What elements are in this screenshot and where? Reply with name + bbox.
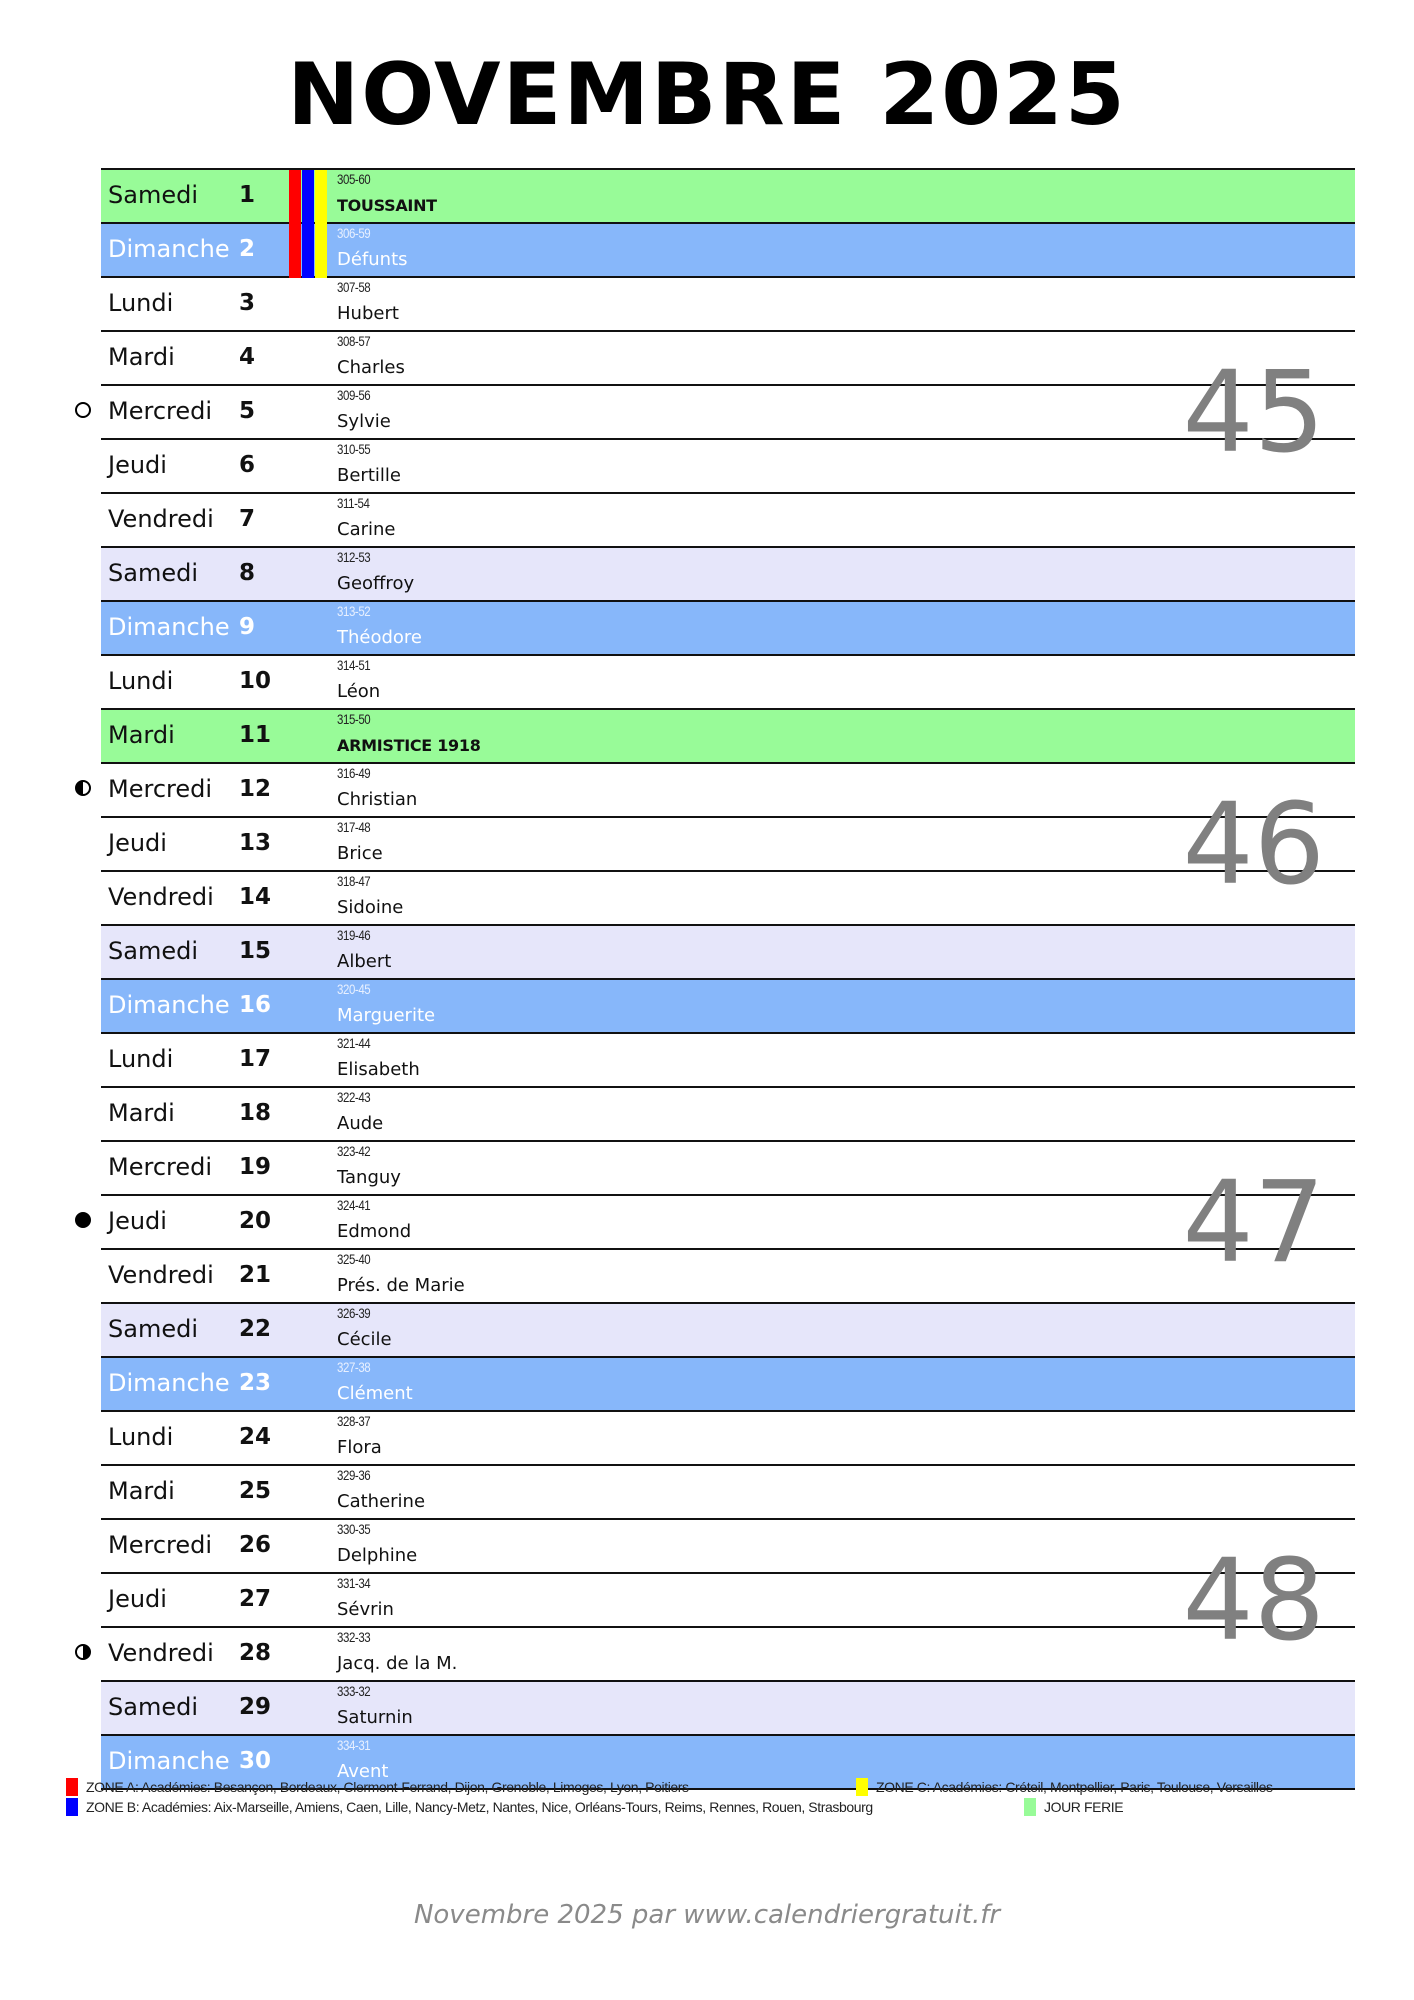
day-number: 29	[239, 1694, 272, 1720]
day-name: Samedi	[108, 1693, 198, 1721]
saint-name: Sévrin	[337, 1599, 394, 1620]
day-number: 4	[239, 344, 256, 370]
day-name: Vendredi	[108, 505, 214, 533]
saint-name: Cécile	[337, 1329, 392, 1350]
day-number: 22	[239, 1316, 272, 1342]
day-of-year-code: 310-55	[337, 441, 371, 457]
day-of-year-code: 326-39	[337, 1305, 371, 1321]
saint-name: Sylvie	[337, 411, 391, 432]
saint-name: Prés. de Marie	[337, 1275, 465, 1296]
saint-name: Charles	[337, 357, 405, 378]
moon-last-icon	[75, 780, 91, 796]
day-row	[101, 818, 1355, 872]
day-of-year-code: 330-35	[337, 1521, 371, 1537]
day-number: 19	[239, 1154, 272, 1180]
day-number: 8	[239, 560, 256, 586]
day-name: Jeudi	[108, 451, 167, 479]
day-row	[101, 332, 1355, 386]
day-number: 18	[239, 1100, 272, 1126]
day-row	[101, 764, 1355, 818]
day-number: 26	[239, 1532, 272, 1558]
day-name: Dimanche	[108, 235, 230, 263]
day-number: 20	[239, 1208, 272, 1234]
day-row	[101, 656, 1355, 710]
saint-name: Flora	[337, 1437, 382, 1458]
day-name: Dimanche	[108, 613, 230, 641]
saint-name: Théodore	[337, 627, 423, 648]
day-number: 3	[239, 290, 256, 316]
day-number: 23	[239, 1370, 272, 1396]
day-of-year-code: 334-31	[337, 1737, 371, 1753]
day-row	[101, 1196, 1355, 1250]
day-row	[101, 1304, 1355, 1358]
day-row	[101, 1250, 1355, 1304]
day-of-year-code: 323-42	[337, 1143, 371, 1159]
day-name: Mardi	[108, 343, 175, 371]
day-name: Samedi	[108, 181, 198, 209]
legend-zone-b-text: ZONE B: Académies: Aix-Marseille, Amiens, Caen, Lille, Nancy-Metz, Nantes, Nice, Orléans-Tours, Reims, Rennes, Rouen, Strasbourg	[86, 1799, 873, 1815]
day-of-year-code: 317-48	[337, 819, 371, 835]
day-row	[101, 926, 1355, 980]
moon-first-icon	[75, 1644, 91, 1660]
saint-name: Delphine	[337, 1545, 418, 1566]
saint-name: Brice	[337, 843, 383, 864]
day-number: 15	[239, 938, 272, 964]
day-number: 1	[239, 182, 256, 208]
saint-name: Clément	[337, 1383, 413, 1404]
day-number: 24	[239, 1424, 272, 1450]
day-of-year-code: 322-43	[337, 1089, 371, 1105]
day-name: Mercredi	[108, 1153, 213, 1181]
day-name: Lundi	[108, 1423, 174, 1451]
day-name: Dimanche	[108, 991, 230, 1019]
day-number: 9	[239, 614, 256, 640]
day-name: Mardi	[108, 1099, 175, 1127]
saint-name: Saturnin	[337, 1707, 413, 1728]
day-of-year-code: 329-36	[337, 1467, 371, 1483]
day-name: Vendredi	[108, 1639, 214, 1667]
zone-a-swatch	[66, 1778, 78, 1796]
saint-name: Christian	[337, 789, 418, 810]
day-of-year-code: 332-33	[337, 1629, 371, 1645]
day-number: 27	[239, 1586, 272, 1612]
day-name: Jeudi	[108, 1585, 167, 1613]
saint-name: Albert	[337, 951, 392, 972]
day-row	[101, 1520, 1355, 1574]
saint-name: Marguerite	[337, 1005, 436, 1026]
day-of-year-code: 318-47	[337, 873, 371, 889]
day-name: Mercredi	[108, 775, 213, 803]
day-name: Dimanche	[108, 1369, 230, 1397]
day-row	[101, 386, 1355, 440]
day-row	[101, 1574, 1355, 1628]
day-number: 17	[239, 1046, 272, 1072]
day-of-year-code: 311-54	[337, 495, 370, 511]
day-name: Samedi	[108, 937, 198, 965]
day-name: Vendredi	[108, 883, 214, 911]
day-number: 12	[239, 776, 272, 802]
day-of-year-code: 324-41	[337, 1197, 371, 1213]
day-number: 25	[239, 1478, 272, 1504]
saint-name: Edmond	[337, 1221, 412, 1242]
legend-zone-c-text: ZONE C: Académies: Créteil, Montpellier, Paris, Toulouse, Versailles	[876, 1779, 1273, 1795]
day-of-year-code: 312-53	[337, 549, 371, 565]
zone-a-holiday-bar	[289, 170, 301, 278]
day-row	[101, 1034, 1355, 1088]
day-name: Samedi	[108, 559, 198, 587]
day-of-year-code: 331-34	[337, 1575, 371, 1591]
saint-name: Tanguy	[337, 1167, 401, 1188]
calendar-table	[101, 168, 1355, 1790]
day-of-year-code: 319-46	[337, 927, 371, 943]
day-row	[101, 1628, 1355, 1682]
day-name: Jeudi	[108, 829, 167, 857]
week-number: 45	[1182, 348, 1325, 478]
legend	[66, 1777, 1366, 1825]
day-of-year-code: 314-51	[337, 657, 371, 673]
school-holiday-bars	[289, 170, 329, 278]
saint-name: Carine	[337, 519, 396, 540]
day-row	[101, 710, 1355, 764]
day-name: Mardi	[108, 721, 175, 749]
saint-name: Geoffroy	[337, 573, 415, 594]
day-of-year-code: 325-40	[337, 1251, 371, 1267]
day-name: Vendredi	[108, 1261, 214, 1289]
day-row	[101, 548, 1355, 602]
day-number: 7	[239, 506, 256, 532]
saint-name: TOUSSAINT	[337, 196, 437, 215]
zone-c-holiday-bar	[315, 170, 327, 278]
day-name: Lundi	[108, 667, 174, 695]
legend-zone-a-text: ZONE A: Académies: Besançon, Bordeaux, Clermont-Ferrand, Dijon, Grenoble, Limoges, Lyon, Poitiers	[86, 1779, 689, 1795]
saint-name: Sidoine	[337, 897, 404, 918]
saint-name: Bertille	[337, 465, 401, 486]
day-row	[101, 1466, 1355, 1520]
day-row	[101, 278, 1355, 332]
saint-name: Avent	[337, 1761, 389, 1782]
day-row	[101, 602, 1355, 656]
day-of-year-code: 333-32	[337, 1683, 371, 1699]
day-row	[101, 1682, 1355, 1736]
day-name: Mercredi	[108, 397, 213, 425]
day-of-year-code: 328-37	[337, 1413, 371, 1429]
day-number: 2	[239, 236, 256, 262]
moon-new-icon	[75, 1212, 91, 1228]
day-of-year-code: 305-60	[337, 171, 371, 187]
saint-name: Jacq. de la M.	[337, 1653, 458, 1674]
day-of-year-code: 327-38	[337, 1359, 371, 1375]
week-number: 46	[1182, 780, 1325, 910]
day-name: Mardi	[108, 1477, 175, 1505]
day-of-year-code: 308-57	[337, 333, 371, 349]
day-of-year-code: 315-50	[337, 711, 371, 727]
saint-name: ARMISTICE 1918	[337, 736, 481, 755]
day-number: 13	[239, 830, 272, 856]
day-number: 10	[239, 668, 272, 694]
day-row	[101, 980, 1355, 1034]
saint-name: Léon	[337, 681, 381, 702]
saint-name: Défunts	[337, 249, 408, 270]
day-number: 14	[239, 884, 272, 910]
day-number: 6	[239, 452, 256, 478]
day-of-year-code: 320-45	[337, 981, 371, 997]
day-row	[101, 440, 1355, 494]
day-row	[101, 494, 1355, 548]
day-name: Lundi	[108, 1045, 174, 1073]
day-number: 11	[239, 722, 272, 748]
day-number: 30	[239, 1748, 272, 1774]
day-of-year-code: 309-56	[337, 387, 371, 403]
week-number: 48	[1182, 1536, 1325, 1666]
day-row	[101, 1142, 1355, 1196]
saint-name: Catherine	[337, 1491, 426, 1512]
day-name: Mercredi	[108, 1531, 213, 1559]
day-row	[101, 1358, 1355, 1412]
day-row	[101, 1088, 1355, 1142]
day-rows	[101, 170, 1355, 1790]
zone-c-swatch	[856, 1778, 868, 1796]
day-number: 28	[239, 1640, 272, 1666]
footer-credit: Novembre 2025 par www.calendriergratuit.fr	[413, 1900, 1001, 1930]
day-row	[101, 1412, 1355, 1466]
legend-ferie-text: JOUR FERIE	[1044, 1799, 1124, 1815]
moon-full-icon	[75, 402, 91, 418]
saint-name: Aude	[337, 1113, 384, 1134]
day-of-year-code: 307-58	[337, 279, 371, 295]
ferie-swatch	[1024, 1798, 1036, 1816]
day-number: 16	[239, 992, 272, 1018]
saint-name: Hubert	[337, 303, 399, 324]
zone-b-swatch	[66, 1798, 78, 1816]
day-of-year-code: 313-52	[337, 603, 371, 619]
page-title: NOVEMBRE 2025	[287, 45, 1127, 145]
day-of-year-code: 306-59	[337, 225, 371, 241]
day-name: Lundi	[108, 289, 174, 317]
day-of-year-code: 321-44	[337, 1035, 371, 1051]
saint-name: Elisabeth	[337, 1059, 420, 1080]
day-number: 5	[239, 398, 256, 424]
day-row	[101, 872, 1355, 926]
day-of-year-code: 316-49	[337, 765, 371, 781]
day-name: Dimanche	[108, 1747, 230, 1775]
day-name: Samedi	[108, 1315, 198, 1343]
day-name: Jeudi	[108, 1207, 167, 1235]
day-number: 21	[239, 1262, 272, 1288]
zone-b-holiday-bar	[302, 170, 314, 278]
week-number: 47	[1182, 1158, 1325, 1288]
